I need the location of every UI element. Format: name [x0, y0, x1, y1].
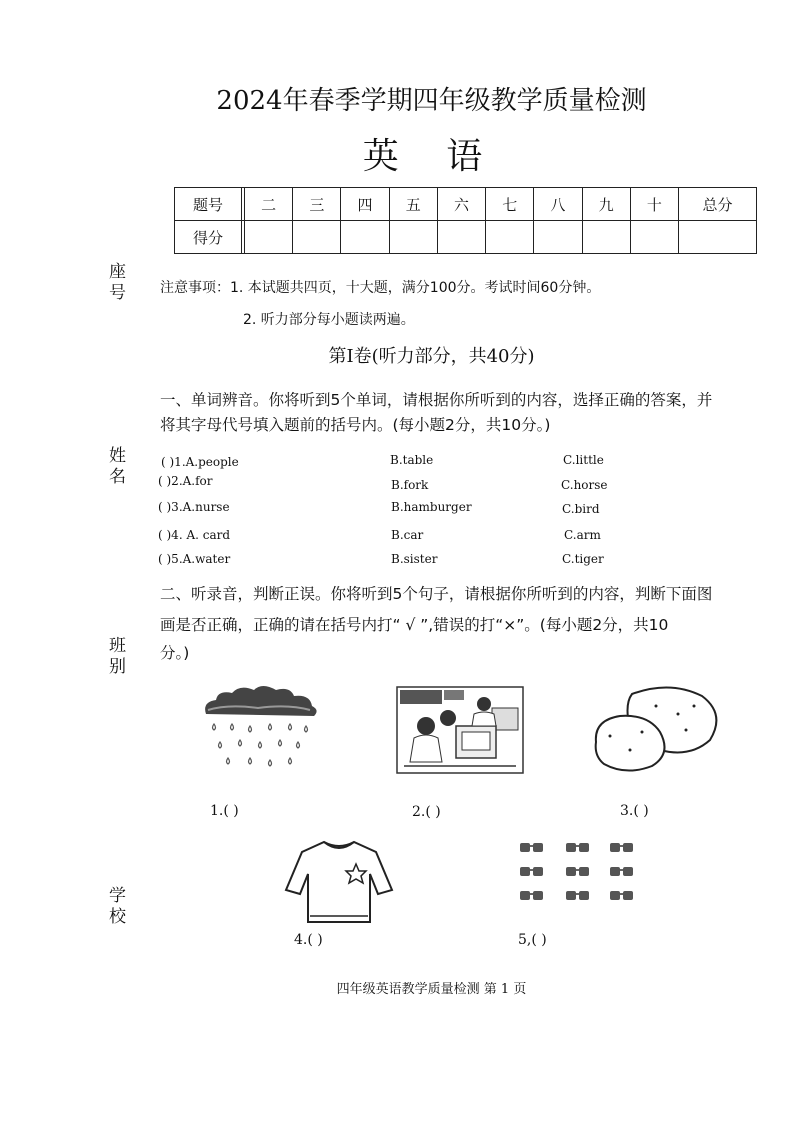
rain-cloud-picture [198, 684, 322, 776]
computer-room-picture [396, 686, 524, 774]
notes-line-1: 注意事项：1. 本试题共四页，十大题，满分100分。考试时间60分钟。 [160, 280, 601, 296]
score-row-label: 得分 [175, 221, 242, 254]
glasses-picture [518, 840, 640, 906]
section1-instruction-1: 一、单词辨音。你将听到5个单词，请根据你所听到的内容，选择正确的答案，并 [160, 391, 713, 409]
question-4-option-b: B.car [391, 528, 424, 542]
score-entry-cell[interactable] [245, 221, 293, 254]
notes-line-2: 2. 听力部分每小题读两遍。 [243, 312, 415, 328]
page-footer: 四年级英语教学质量检测 第 1 页 [336, 982, 527, 997]
section2-instruction-3: 分。) [160, 644, 190, 662]
picture-4-answer[interactable]: 4.( ) [294, 932, 323, 948]
score-entry-cell[interactable] [582, 221, 630, 254]
question-1-option-b: B.table [390, 453, 434, 467]
question-2-option-b: B.fork [391, 478, 429, 492]
picture-5-answer[interactable]: 5,( ) [518, 932, 547, 948]
section2-instruction-1: 二、听录音，判断正误。你将听到5个句子，请根据你所听到的内容，判断下面图 [160, 585, 713, 603]
exam-title: 2024年春季学期四年级教学质量检测 [216, 86, 647, 116]
question-5-option-c: C.tiger [562, 552, 604, 566]
score-cell: 八 [534, 188, 582, 221]
score-entry-cell[interactable] [389, 221, 437, 254]
question-5-option-b: B.sister [391, 552, 438, 566]
question-4-option-a: ( )4. A. card [158, 528, 231, 542]
school-label: 学校 [105, 886, 125, 928]
question-3-option-b: B.hamburger [391, 500, 472, 514]
score-table [174, 187, 757, 254]
score-table-header-row [175, 188, 757, 221]
section2-instruction-2: 画是否正确，正确的请在括号内打“ √ ”,错误的打“×”。(每小题2分，共10 [160, 616, 669, 634]
score-cell: 七 [486, 188, 534, 221]
score-table-score-row [175, 221, 757, 254]
sweater-picture [284, 838, 394, 926]
potatoes-picture [590, 684, 722, 774]
score-cell: 三 [293, 188, 341, 221]
question-3-option-a: ( )3.A.nurse [158, 500, 230, 514]
section1-instruction-2: 将其字母代号填入题前的括号内。(每小题2分，共10分。) [160, 416, 551, 434]
part1-title: 第Ⅰ卷(听力部分，共40分) [328, 346, 535, 367]
question-1-option-c: C.little [563, 453, 604, 467]
score-entry-cell[interactable] [679, 221, 757, 254]
seat-label: 座号 [105, 262, 125, 304]
score-cell: 十 [630, 188, 678, 221]
score-cell: 题号 [175, 188, 242, 221]
score-cell: 九 [582, 188, 630, 221]
score-cell: 五 [389, 188, 437, 221]
question-4-option-c: C.arm [564, 528, 601, 542]
score-entry-cell[interactable] [293, 221, 341, 254]
question-3-option-c: C.bird [562, 502, 600, 516]
score-entry-cell[interactable] [534, 221, 582, 254]
name-label: 姓名 [105, 446, 125, 488]
picture-2-answer[interactable]: 2.( ) [412, 804, 441, 820]
picture-1-answer[interactable]: 1.( ) [210, 803, 239, 819]
question-2-option-a: ( )2.A.for [158, 474, 213, 488]
score-cell: 四 [341, 188, 389, 221]
picture-3-answer[interactable]: 3.( ) [620, 803, 649, 819]
score-entry-cell[interactable] [630, 221, 678, 254]
question-2-option-c: C.horse [561, 478, 608, 492]
score-cell: 二 [245, 188, 293, 221]
class-label: 班别 [105, 636, 125, 678]
subject-title: 英 语 [362, 136, 501, 177]
question-5-option-a: ( )5.A.water [158, 552, 231, 566]
score-cell: 六 [437, 188, 485, 221]
score-entry-cell[interactable] [341, 221, 389, 254]
score-entry-cell[interactable] [486, 221, 534, 254]
question-1-option-a: ( )1.A.people [161, 455, 239, 469]
score-entry-cell[interactable] [437, 221, 485, 254]
score-cell: 总分 [679, 188, 757, 221]
